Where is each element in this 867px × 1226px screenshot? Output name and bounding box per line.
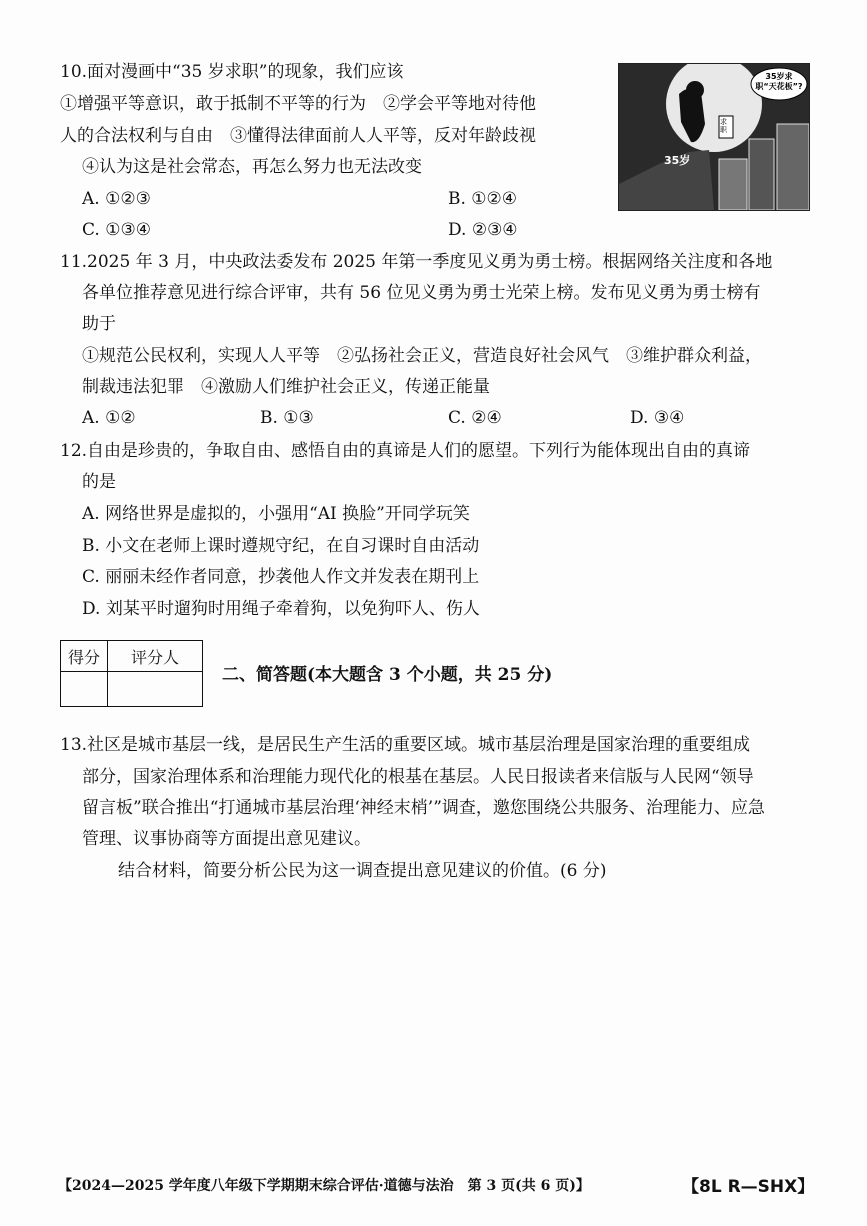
q10-line-2: 人的合法权利与自由 ③懂得法律面前人人平等，反对年龄歧视 [60, 126, 536, 146]
q10-option-b: B. ①②④ [448, 189, 518, 209]
q12-option-a: A. 网络世界是虚拟的，小强用“AI 换脸”开同学玩笑 [82, 504, 470, 524]
q10-line-3: ④认为这是社会常态，再怎么努力也无法改变 [82, 157, 422, 177]
paper-code: 【8L R—SHX】 [682, 1177, 815, 1197]
q11-option-b: B. ①③ [260, 408, 314, 428]
q11-line-4: ①规范公民权利，实现人人平等 ②弘扬社会正义，营造良好社会风气 ③维护群众利益， [82, 346, 762, 366]
q12-line-1: 12.自由是珍贵的，争取自由、感悟自由的真谛是人们的愿望。下列行为能体现出自由的真谛 [60, 441, 751, 461]
q13-prompt: 结合材料，简要分析公民为这一调查提出意见建议的价值。(6 分) [118, 861, 607, 881]
q12-option-d: D. 刘某平时遛狗时用绳子牵着狗，以免狗吓人、伤人 [82, 599, 480, 619]
q11-option-c: C. ②④ [448, 408, 502, 428]
score-table [60, 640, 203, 707]
q13-line-4: 管理、议事协商等方面提出意见建议。 [82, 829, 371, 849]
q11-line-5: 制裁违法犯罪 ④激励人们维护社会正义，传递正能量 [82, 377, 490, 397]
q13-line-3: 留言板”联合推出“打通城市基层治理‘神经末梢’”调查，邀您围绕公共服务、治理能力、应急 [82, 798, 765, 818]
page-footer: 【2024—2025 学年度八年级下学期期末综合评估·道德与法治 第 3 页(共 6 页)】 [58, 1178, 590, 1194]
q12-option-b: B. 小文在老师上课时遵规守纪，在自习课时自由活动 [82, 536, 480, 556]
q11-line-3: 助于 [82, 314, 116, 334]
q11-option-a: A. ①② [82, 408, 136, 428]
cartoon-bubble-text: 35岁求职“天花板”? [755, 72, 803, 91]
cartoon-paper-label: 求职 [720, 118, 727, 134]
q11-line-1: 11.2025 年 3 月，中央政法委发布 2025 年第一季度见义勇为勇士榜。根据网络关注度和各地 [60, 252, 773, 272]
grader-header: 评分人 [108, 641, 203, 672]
q11-option-d: D. ③④ [630, 408, 685, 428]
q13-line-1: 13.社区是城市基层一线，是居民生产生活的重要区域。城市基层治理是国家治理的重要组成 [60, 735, 751, 755]
section-2-title: 二、简答题(本大题含 3 个小题，共 25 分) [222, 665, 553, 685]
q10-option-a: A. ①②③ [82, 189, 151, 209]
q10-option-c: C. ①③④ [82, 220, 151, 240]
q13-line-2: 部分，国家治理体系和治理能力现代化的根基在基层。人民日报读者来信版与人民网“领导 [82, 767, 754, 787]
grader-cell [108, 672, 203, 707]
score-header: 得分 [61, 641, 108, 672]
score-cell [61, 672, 108, 707]
q12-line-2: 的是 [82, 472, 116, 492]
q10-line-1: ①增强平等意识，敢于抵制不平等的行为 ②学会平等地对待他 [60, 94, 536, 114]
q10-stem: 10.面对漫画中“35 岁求职”的现象，我们应该 [60, 62, 404, 82]
job-hunting-cartoon [618, 63, 810, 211]
q10-option-d: D. ②③④ [448, 220, 518, 240]
q12-option-c: C. 丽丽未经作者同意，抄袭他人作文并发表在期刊上 [82, 567, 480, 587]
q11-line-2: 各单位推荐意见进行综合评审，共有 56 位见义勇为勇士光荣上榜。发布见义勇为勇士榜有 [82, 283, 761, 303]
cartoon-stair-label: 35岁 [664, 154, 691, 167]
